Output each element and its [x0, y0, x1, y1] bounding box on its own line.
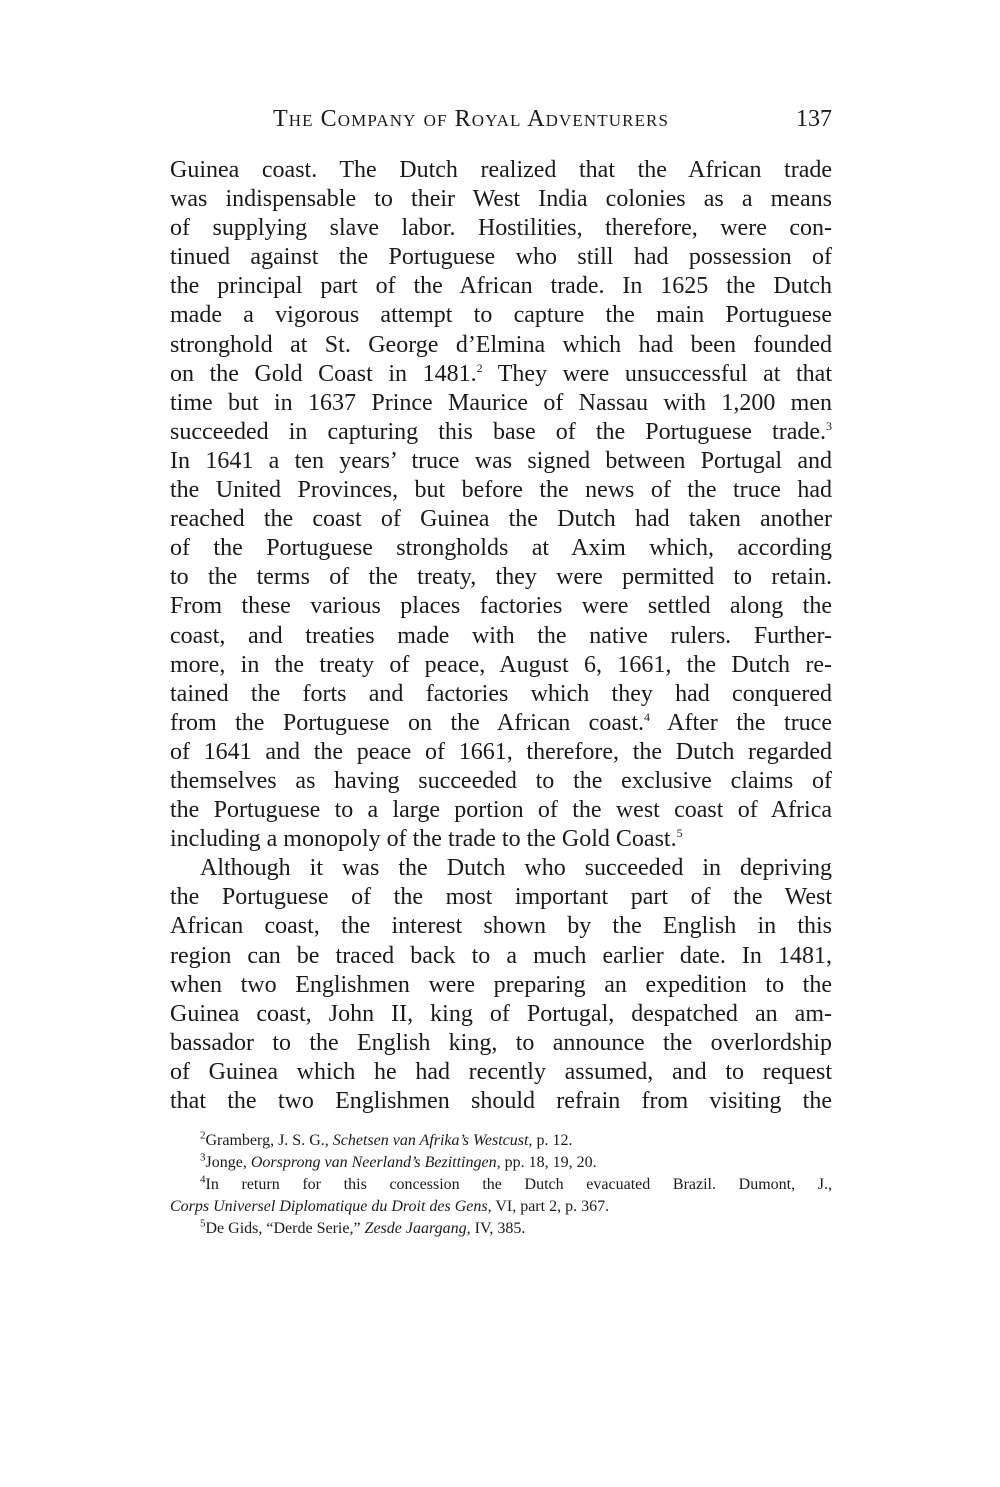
footnote-number: 5 [200, 1218, 206, 1231]
text-line: was indispensable to their West India colonies as a means [170, 186, 832, 213]
note-ref-4: 4 [644, 709, 650, 724]
footnote-title: Zesde Jaargang, [364, 1220, 471, 1238]
footnote-number: 2 [200, 1129, 206, 1142]
paragraph-start-line: Although it was the Dutch who succeeded in depriving [200, 855, 832, 882]
body-text [170, 156, 832, 1116]
text-segment: succeeded in capturing this base of the Portuguese trade. [170, 418, 826, 445]
text-line: tinued against the Portuguese who still had possession of [170, 244, 832, 271]
text-line: when two Englishmen were preparing an expedition to the [170, 971, 832, 998]
text-line: made a vigorous attempt to capture the main Portuguese [170, 302, 832, 329]
text-line: to the terms of the treaty, they were permitted to retain. [170, 564, 832, 591]
text-line: more, in the treaty of peace, August 6, 1661, the Dutch re- [170, 651, 832, 678]
text-line: tained the forts and factories which they had conquered [170, 680, 832, 707]
text-line: time but in 1637 Prince Maurice of Nassau with 1,200 men [170, 389, 832, 416]
text-line: that the two Englishmen should refrain from visiting the [170, 1088, 832, 1114]
text-line: of the Portuguese strongholds at Axim which, according [170, 535, 832, 562]
footnote-rest: IV, 385. [470, 1220, 526, 1238]
footnote-3 [170, 1152, 832, 1174]
text-line: region can be traced back to a much earlier date. In 1481, [170, 942, 832, 969]
footnotes [170, 1130, 832, 1240]
footnote-number: 3 [200, 1151, 206, 1164]
text-segment: including a monopoly of the trade to the Gold Coast. [170, 826, 677, 853]
footnote-5 [170, 1218, 832, 1240]
running-title: The Company of Royal Adventurers [272, 106, 670, 132]
note-ref-3: 3 [826, 418, 832, 433]
text-line: the Portuguese to a large portion of the west coast of Africa [170, 797, 832, 824]
text-line: reached the coast of Guinea the Dutch had taken another [170, 506, 832, 533]
footnote-rest: pp. 18, 19, 20. [500, 1154, 597, 1172]
text-segment: from the Portuguese on the African coast. [170, 709, 644, 736]
text-line: African coast, the interest shown by the English in this [170, 913, 832, 940]
text-line-with-note [170, 709, 832, 738]
footnote-text: In return for this concession the Dutch evacuated Brazil. Dumont, J., [205, 1176, 832, 1194]
text-line: the United Provinces, but before the news of the truce had [170, 477, 832, 504]
text-line-with-note [170, 418, 832, 447]
footnote-title: Schetsen van Afrika’s Westcust, [332, 1132, 533, 1149]
page-number: 137 [796, 106, 832, 132]
text-line: Guinea coast, John II, king of Portugal, despatched an am- [170, 1000, 832, 1027]
text-line: bassador to the English king, to announce the overlordship [170, 1029, 832, 1056]
text-line: the Portuguese of the most important part of the West [170, 884, 832, 911]
footnote-author: Gramberg, J. S. G., [205, 1132, 333, 1149]
text-segment: on the Gold Coast in 1481. [170, 360, 477, 387]
text-line-with-note [170, 825, 832, 854]
footnote-4 [170, 1174, 832, 1196]
text-line: From these various places factories were settled along the [170, 593, 832, 620]
text-line-with-note [170, 360, 832, 389]
note-ref-2: 2 [476, 360, 483, 375]
text-line: of 1641 and the peace of 1661, therefore, the Dutch regarded [170, 738, 832, 765]
text-line: themselves as having succeeded to the exclusive claims of [170, 767, 832, 794]
text-line: of supplying slave labor. Hostilities, therefore, were con- [170, 215, 832, 242]
footnote-title: Corps Universel Diplomatique du Droit des Gens, [170, 1198, 492, 1216]
note-ref-5: 5 [676, 826, 683, 841]
footnote-rest: p. 12. [532, 1132, 573, 1149]
text-line: Guinea coast. The Dutch realized that the African trade [170, 157, 832, 183]
text-line: In 1641 a ten years’ truce was signed between Portugal and [170, 447, 832, 474]
text-segment: After the truce [667, 709, 832, 736]
footnote-author: De Gids, “Derde Serie,” [205, 1220, 365, 1238]
footnote-4-continued [170, 1196, 832, 1218]
text-segment: They were unsuccessful at that [497, 360, 832, 387]
text-line: coast, and treaties made with the native rulers. Further- [170, 622, 832, 649]
text-line: of Guinea which he had recently assumed, and to request [170, 1058, 832, 1085]
running-header [170, 106, 832, 146]
footnote-title: Oorsprong van Neerland’s Bezittingen, [250, 1154, 501, 1172]
text-line: stronghold at St. George d’Elmina which had been founded [170, 331, 832, 358]
footnote-number: 4 [200, 1173, 206, 1186]
text-line: the principal part of the African trade. In 1625 the Dutch [170, 273, 832, 300]
footnote-author: Jonge, [205, 1154, 251, 1172]
footnote-2 [170, 1130, 832, 1152]
footnote-rest: VI, part 2, p. 367. [491, 1198, 610, 1216]
